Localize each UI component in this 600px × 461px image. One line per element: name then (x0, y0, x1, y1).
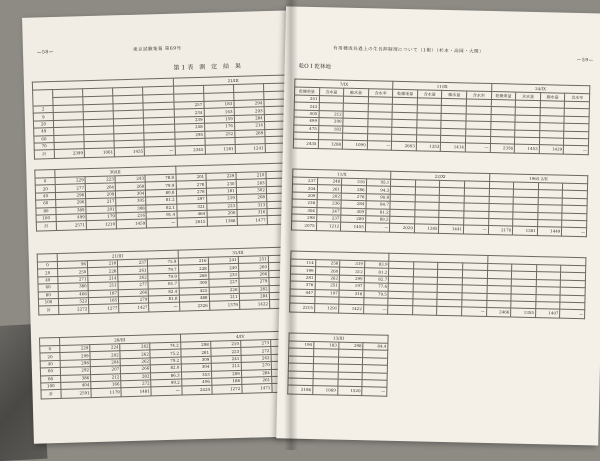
table-row: 20 250 228 261 79.7 228 240 260 (38, 262, 299, 277)
table-row: 20 277 204 268 79.9 278 230 283 (35, 178, 296, 193)
col-header (33, 90, 53, 107)
table-row: 190 183 298 84.4 (289, 341, 388, 351)
table-row: 251 (294, 95, 589, 109)
right-table-block-2 (291, 169, 588, 238)
table-row: 100 404 166 272 90.2 406 188 261 (41, 376, 302, 391)
total-row: 計 2591 1179 1481 — 2424 1272 1471 (41, 383, 302, 399)
section-title: 乾O I 乾林地 (298, 63, 331, 71)
block-label: 30/III (55, 166, 176, 177)
table-row: 236 236 284 84.7 (292, 199, 587, 213)
table-row: 237 248 316 95.1 (293, 177, 588, 191)
block-label: 11/IX (393, 81, 491, 91)
table-row: 204 261 286 94.3 (292, 184, 587, 198)
table-row: 40 298 204 262 79.2 309 241 262 (40, 354, 301, 369)
table-block-3 (37, 246, 301, 316)
table-row: 100 499 179 216 91.4 464 200 316 (36, 208, 297, 223)
table-row: 405 212 (294, 110, 589, 124)
block-label: 24/IX (491, 84, 590, 94)
table-row: 298 237 289 89.2 (292, 214, 587, 228)
total-row: 計 2272 1277 1427 — 2326 1379 1422 (39, 299, 300, 315)
right-table-block-1 (293, 79, 591, 156)
table-row: 80 389 201 308 82.1 321 223 313 (36, 200, 297, 215)
block-label: 1965 2/II (489, 174, 588, 184)
total-row: 計 2571 1210 1459 — 2615 1368 1477 (36, 215, 297, 231)
table-row: 100 522 185 279 81.8 488 211 284 (38, 292, 299, 307)
total-row: 2186 1069 1520 — (288, 385, 387, 396)
table-row: 114 258 319 83.9 (291, 259, 586, 273)
block-label: 21/III (57, 250, 178, 261)
table-row: 376 251 197 77.6 (290, 281, 585, 295)
table-row: 281 262 299 82.7 (290, 274, 585, 288)
block-label: 13/III (289, 333, 388, 343)
block-label: 31/III (178, 247, 299, 258)
table-row: 60 295 252 289 (34, 128, 295, 143)
block-label: 11/X (293, 169, 391, 179)
left-running-head: 東京試験集報 第69号 (132, 46, 182, 53)
table-row: 60 292 207 266 82.0 304 212 270 (40, 361, 301, 376)
block-label: 28/III (59, 334, 180, 345)
table-row: 70 (34, 136, 295, 151)
block-label: 7/IX (295, 79, 393, 89)
table-row: 0 229 224 262 74.2 298 210 273 (40, 339, 301, 354)
table-row: 2 257 183 294 (33, 99, 294, 114)
total-row: 2435 1288 1090 — 2603 1353 1414 — 2356 1453 1429 — (293, 139, 588, 155)
book-gutter-shadow (284, 0, 298, 450)
left-page (22, 10, 312, 444)
table-block-1 (32, 74, 296, 160)
table-row: 304 247 309 81.2 (292, 207, 587, 221)
table-row: 80 386 212 282 86.3 353 209 284 (41, 368, 302, 383)
table-title: 第1表 測 定 結 果 (173, 62, 244, 72)
block1-rows (33, 99, 295, 151)
right-table-block-4 (287, 332, 388, 397)
right-table-block-3 (289, 251, 586, 320)
table-row: 40 271 214 262 79.9 268 233 266 (38, 270, 299, 285)
left-page-number: —58— (36, 50, 54, 56)
table-row: 199 260 312 81.2 (290, 266, 585, 280)
table-row: 0 96 218 237 75.9 216 241 251 (37, 255, 298, 270)
sub-header-row: 乾燥重量 含水量 縮水量 含水率 乾燥重量 含水量 縮水量 含水率 乾燥重量 含水量 縮水量 含水率 (295, 87, 590, 102)
table-row: 499 200 (294, 117, 589, 131)
table-block-4 (39, 330, 303, 400)
table-row: 475 183 (294, 125, 589, 139)
right-page (276, 6, 600, 445)
table-row: 243 (294, 102, 589, 116)
table-row: 40 298 209 304 80.8 278 181 302 (35, 186, 296, 201)
total-row: 計 2399 1061 1435 — 2345 1181 1241 (34, 143, 295, 159)
table-row: 20 239 159 284 (33, 114, 294, 129)
table-row: 60 380 211 277 81.7 300 227 279 (38, 277, 299, 292)
table-row: 447 197 316 79.5 (290, 289, 585, 303)
total-row: 2075 1212 1455 — 2020 1285 1441 — 2170 1381 1449 — (291, 221, 586, 237)
block-label: 22/XI (391, 171, 489, 181)
table-row: 60 296 217 305 81.2 297 219 268 (36, 193, 297, 208)
table-row: 0 229 223 243 78.8 201 229 210 (35, 171, 296, 186)
total-row: 2215 1291 1422 — — 2466 1355 1407 — (290, 303, 585, 319)
right-running-head: 有用種成長過上の生長抑制剤について（1報）（杉本・高岡・大関） (333, 46, 485, 55)
table-row: 9 234 163 293 (33, 106, 294, 121)
table-row: 209 202 276 90.8 (292, 192, 587, 206)
block-label: 4/IV (180, 331, 301, 342)
table-block-2 (34, 162, 298, 232)
right-page-number: —59— (576, 57, 594, 64)
block-label: 21/III (173, 75, 294, 86)
table-row: 80 466 187 266 82.4 425 226 282 (38, 284, 299, 299)
table-row: 20 299 202 262 75.2 281 223 272 (40, 346, 301, 361)
table-row: 49 258 176 214 (34, 121, 295, 136)
